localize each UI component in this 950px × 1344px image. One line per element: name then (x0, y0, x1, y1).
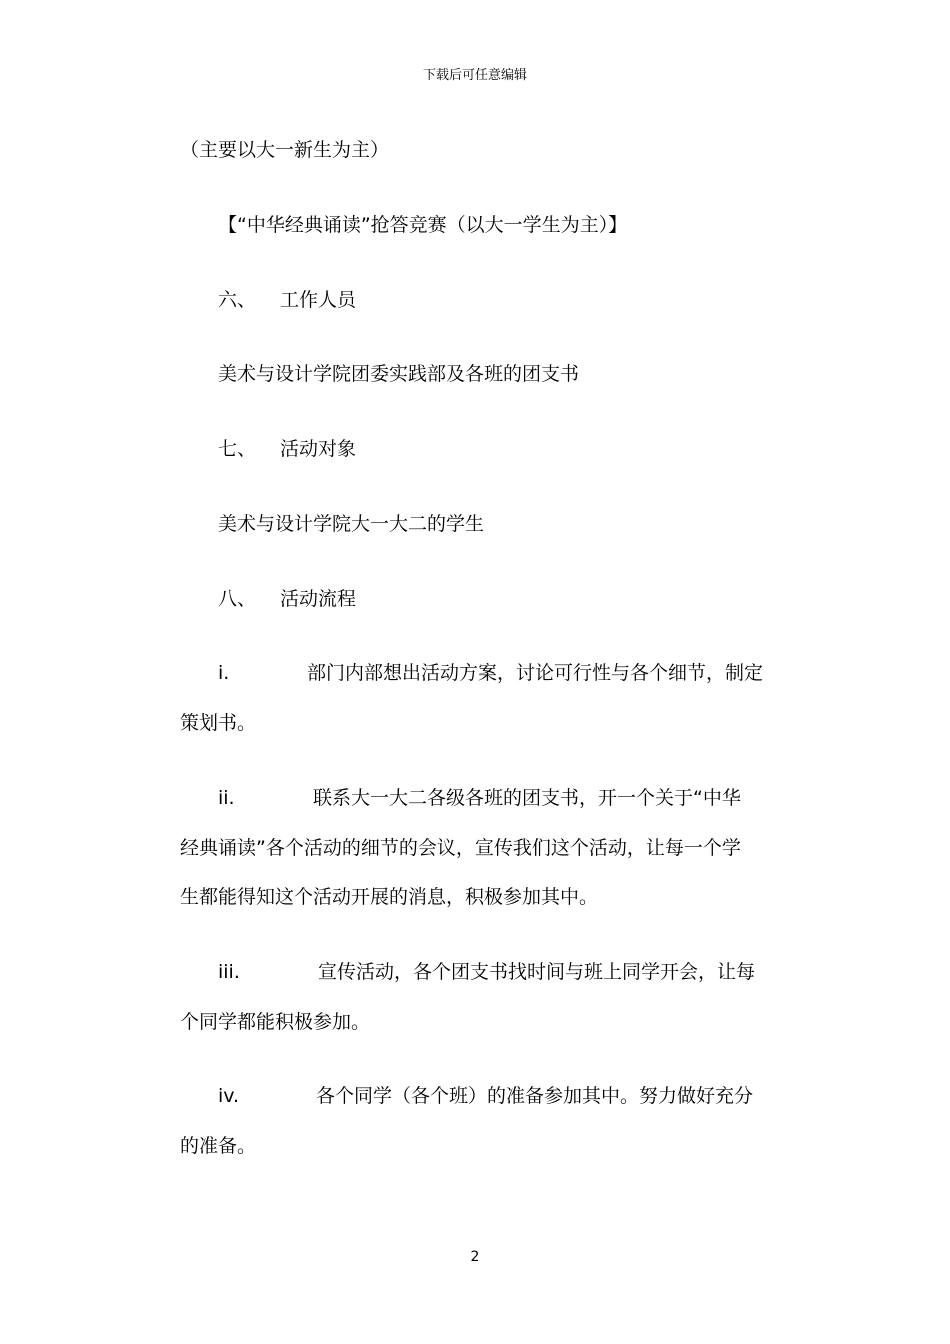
paragraph-contest: 【“中华经典诵读”抢答竞赛（以大一学生为主）】 (218, 214, 628, 236)
page-number: 2 (470, 1249, 480, 1265)
list-item-iv-line-1: 各个同学（各个班）的准备参加其中。努力做好充分 (316, 1085, 754, 1107)
page-header: 下载后可任意编辑 (422, 68, 527, 83)
list-item-ii-number: ii. (218, 787, 235, 809)
list-item-ii-line-2: 经典诵读”各个活动的细节的会议，宣传我们这个活动，让每一个学 (180, 837, 741, 859)
list-item-ii-line-1: 联系大一大二各级各班的团支书，开一个关于“中华 (313, 787, 741, 809)
section-7-text: 美术与设计学院大一大二的学生 (218, 513, 485, 535)
list-item-i-number: i. (218, 662, 230, 684)
section-7-number: 七、 (218, 438, 257, 460)
section-6-text: 美术与设计学院团委实践部及各班的团支书 (218, 363, 580, 385)
list-item-iv-line-2: 的准备。 (180, 1135, 257, 1157)
section-7-heading: 活动对象 (280, 438, 357, 460)
list-item-iv-number: iv. (218, 1085, 240, 1107)
list-item-iii-line-1: 宣传活动，各个团支书找时间与班上同学开会，让每 (318, 961, 756, 983)
paragraph-note: （主要以大一新生为主） (180, 139, 390, 161)
list-item-i-line-2: 策划书。 (180, 712, 257, 734)
list-item-i-line-1: 部门内部想出活动方案，讨论可行性与各个细节，制定 (307, 662, 764, 684)
section-6-number: 六、 (218, 289, 257, 311)
list-item-iii-line-2: 个同学都能积极参加。 (180, 1011, 371, 1033)
list-item-iii-number: iii. (218, 961, 240, 983)
section-6-heading: 工作人员 (280, 289, 357, 311)
list-item-ii-line-3: 生都能得知这个活动开展的消息，积极参加其中。 (180, 886, 599, 908)
section-8-heading: 活动流程 (280, 588, 357, 610)
section-8-number: 八、 (218, 588, 257, 610)
